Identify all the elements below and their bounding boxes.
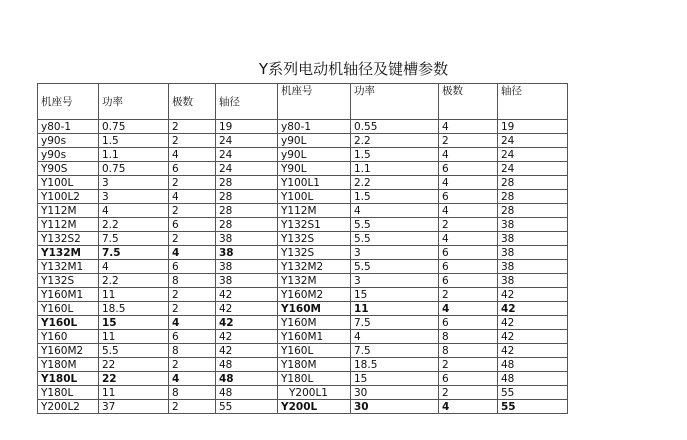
table-cell: 4 [439,302,498,316]
table-cell: 8 [169,386,216,400]
table-cell: y80-1 [278,120,351,134]
table-cell: 1.5 [351,148,439,162]
table-cell: y90s [38,134,99,148]
table-cell: 2 [169,302,216,316]
table-cell: 22 [99,358,169,372]
table-cell: 38 [216,246,278,260]
table-row [38,260,568,274]
table-row [38,232,568,246]
table-cell: Y200L2 [38,400,99,414]
table-cell: Y160M [278,316,351,330]
table-cell: 2.2 [99,218,169,232]
table-cell: Y132M2 [278,260,351,274]
table-cell: 2 [439,134,498,148]
table-cell: 28 [216,204,278,218]
table-cell: 37 [99,400,169,414]
table-cell: 5.5 [351,260,439,274]
table-row [38,120,568,134]
table-cell: Y132M [38,246,99,260]
table-cell: 1.5 [351,190,439,204]
table-cell: 18.5 [99,302,169,316]
table-cell: 8 [169,274,216,288]
table-cell: y90s [38,148,99,162]
table-row [38,204,568,218]
table-cell: 48 [498,372,568,386]
table-cell: Y180L [38,372,99,386]
table-cell: 42 [498,344,568,358]
table-cell: 8 [439,330,498,344]
table-cell: Y180L [38,386,99,400]
table-cell: 28 [498,204,568,218]
table-cell: 28 [498,190,568,204]
column-header: 极数 [439,84,498,120]
table-cell: 8 [169,344,216,358]
table-cell: 38 [498,218,568,232]
table-cell: 42 [216,330,278,344]
table-cell: y80-1 [38,120,99,134]
table-cell: 11 [99,330,169,344]
table-cell: 24 [216,148,278,162]
table-cell: 7.5 [351,344,439,358]
table-row [38,162,568,176]
table-cell: 4 [99,260,169,274]
table-cell: Y90L [278,162,351,176]
table-cell: 6 [439,372,498,386]
table-cell: Y160L [38,302,99,316]
table-cell: 4 [169,372,216,386]
table-cell: 6 [439,316,498,330]
table-cell: 48 [216,372,278,386]
table-cell: 2.2 [351,134,439,148]
table-cell: 38 [498,274,568,288]
table-cell: 4 [99,204,169,218]
table-cell: y90L [278,134,351,148]
table-cell: Y100L [38,176,99,190]
table-cell: 2 [439,386,498,400]
table-cell: 4 [169,190,216,204]
table-cell: 55 [498,400,568,414]
table-cell: 3 [351,246,439,260]
table-cell: 6 [169,330,216,344]
column-header: 机座号 [278,84,351,120]
table-cell: Y160M1 [38,288,99,302]
table-row [38,176,568,190]
table-cell: 4 [169,246,216,260]
table-cell: 5.5 [99,344,169,358]
table-row [38,386,568,400]
table-cell: Y160L [278,344,351,358]
table-cell: y90L [278,148,351,162]
table-cell: 7.5 [351,316,439,330]
table-cell: 8 [439,344,498,358]
table-cell: 2 [439,218,498,232]
table-cell: Y132M1 [38,260,99,274]
table-cell: 0.75 [99,162,169,176]
table-cell: 4 [351,204,439,218]
table-cell: 0.75 [99,120,169,134]
column-header: 轴径 [498,84,568,120]
table-cell: Y132S2 [38,232,99,246]
table-cell: 7.5 [99,232,169,246]
table-cell: 42 [498,330,568,344]
table-cell: Y100L1 [278,176,351,190]
table-cell: 4 [169,148,216,162]
table-cell: Y180L [278,372,351,386]
motor-parameter-table [37,83,568,414]
table-cell: 28 [216,176,278,190]
table-cell: 6 [169,260,216,274]
table-cell: 4 [439,176,498,190]
table-cell: 24 [498,162,568,176]
table-cell: 55 [216,400,278,414]
table-cell: 55 [498,386,568,400]
table-cell: Y132S1 [278,218,351,232]
table-row [38,190,568,204]
table-cell: 19 [498,120,568,134]
table-cell: 3 [351,274,439,288]
table-cell: Y200L1 [278,386,351,400]
table-cell: 2 [169,400,216,414]
table-cell: Y132S [278,232,351,246]
table-cell: 4 [169,316,216,330]
table-cell: 38 [498,232,568,246]
table-cell: 1.5 [99,134,169,148]
table-cell: 38 [498,246,568,260]
table-cell: 42 [498,316,568,330]
table-row [38,246,568,260]
table-cell: 38 [498,260,568,274]
table-cell: 6 [439,162,498,176]
table-cell: 1.1 [351,162,439,176]
table-cell: 4 [351,330,439,344]
table-cell: Y160M2 [38,344,99,358]
table-cell: 42 [216,344,278,358]
table-cell: 2.2 [99,274,169,288]
table-cell: 18.5 [351,358,439,372]
table-cell: 48 [216,386,278,400]
table-cell: 4 [439,148,498,162]
table-cell: Y180M [278,358,351,372]
table-cell: 19 [216,120,278,134]
table-cell: Y160M2 [278,288,351,302]
table-cell: 2.2 [351,176,439,190]
page-title: Y系列电动机轴径及键槽参数 [258,60,449,78]
table-cell: 48 [498,358,568,372]
table-cell: Y90S [38,162,99,176]
table-cell: 1.1 [99,148,169,162]
column-header: 极数 [169,84,216,120]
table-cell: Y160L [38,316,99,330]
table-cell: 22 [99,372,169,386]
table-cell: 2 [169,176,216,190]
table-cell: 42 [498,288,568,302]
table-cell: Y112M [38,218,99,232]
table-cell: 6 [439,190,498,204]
table-row [38,274,568,288]
table-cell: Y132M [278,274,351,288]
table-cell: 3 [99,190,169,204]
table-cell: 2 [169,358,216,372]
table-cell: 24 [498,148,568,162]
table-cell: 24 [216,162,278,176]
table-cell: 42 [216,288,278,302]
table-cell: 7.5 [99,246,169,260]
table-row [38,344,568,358]
table-cell: 6 [439,274,498,288]
table-cell: 11 [351,302,439,316]
table-cell: 3 [99,176,169,190]
column-header: 功率 [99,84,169,120]
table-cell: Y100L2 [38,190,99,204]
table-cell: 4 [439,400,498,414]
table-cell: 0.55 [351,120,439,134]
table-cell: 4 [439,204,498,218]
table-cell: 4 [439,232,498,246]
table-cell: Y132S [38,274,99,288]
table-row [38,288,568,302]
table-cell: 48 [216,358,278,372]
table-cell: 28 [216,190,278,204]
table-cell: 6 [169,162,216,176]
table-cell: 2 [169,120,216,134]
table-row [38,134,568,148]
table-cell: 4 [439,120,498,134]
table-cell: 5.5 [351,218,439,232]
table-cell: 11 [99,386,169,400]
table-cell: 38 [216,232,278,246]
table-cell: 28 [498,176,568,190]
table-cell: Y180M [38,358,99,372]
table-cell: Y200L [278,400,351,414]
table-row [38,218,568,232]
column-header: 机座号 [38,84,99,120]
table-cell: 6 [169,218,216,232]
table-cell: 2 [169,204,216,218]
table-cell: 15 [351,372,439,386]
table-cell: 24 [216,134,278,148]
table-cell: 6 [439,260,498,274]
table-cell: 38 [216,274,278,288]
table-cell: 42 [498,302,568,316]
table-cell: Y112M [278,204,351,218]
table-cell: 15 [99,316,169,330]
table-cell: 42 [216,316,278,330]
table-row [38,400,568,414]
table-cell: 6 [439,246,498,260]
table-cell: 24 [498,134,568,148]
table-cell: Y100L [278,190,351,204]
header-row [38,84,568,120]
table-cell: Y160M1 [278,330,351,344]
table-cell: 30 [351,400,439,414]
table-cell: 28 [216,218,278,232]
table-cell: 2 [169,134,216,148]
column-header: 轴径 [216,84,278,120]
table-cell: 2 [169,288,216,302]
table-cell: Y160 [38,330,99,344]
table-cell: 2 [439,358,498,372]
table-cell: 42 [216,302,278,316]
table-cell: 5.5 [351,232,439,246]
table-cell: Y112M [38,204,99,218]
table-row [38,372,568,386]
table-row [38,330,568,344]
table-row [38,148,568,162]
table-cell: 2 [439,288,498,302]
table-row [38,358,568,372]
table-cell: 11 [99,288,169,302]
table-cell: 15 [351,288,439,302]
table-cell: 2 [169,232,216,246]
table-cell: Y132S [278,246,351,260]
table-cell: Y160M [278,302,351,316]
table-row [38,302,568,316]
column-header: 功率 [351,84,439,120]
table-row [38,316,568,330]
table-cell: 38 [216,260,278,274]
table-cell: 30 [351,386,439,400]
